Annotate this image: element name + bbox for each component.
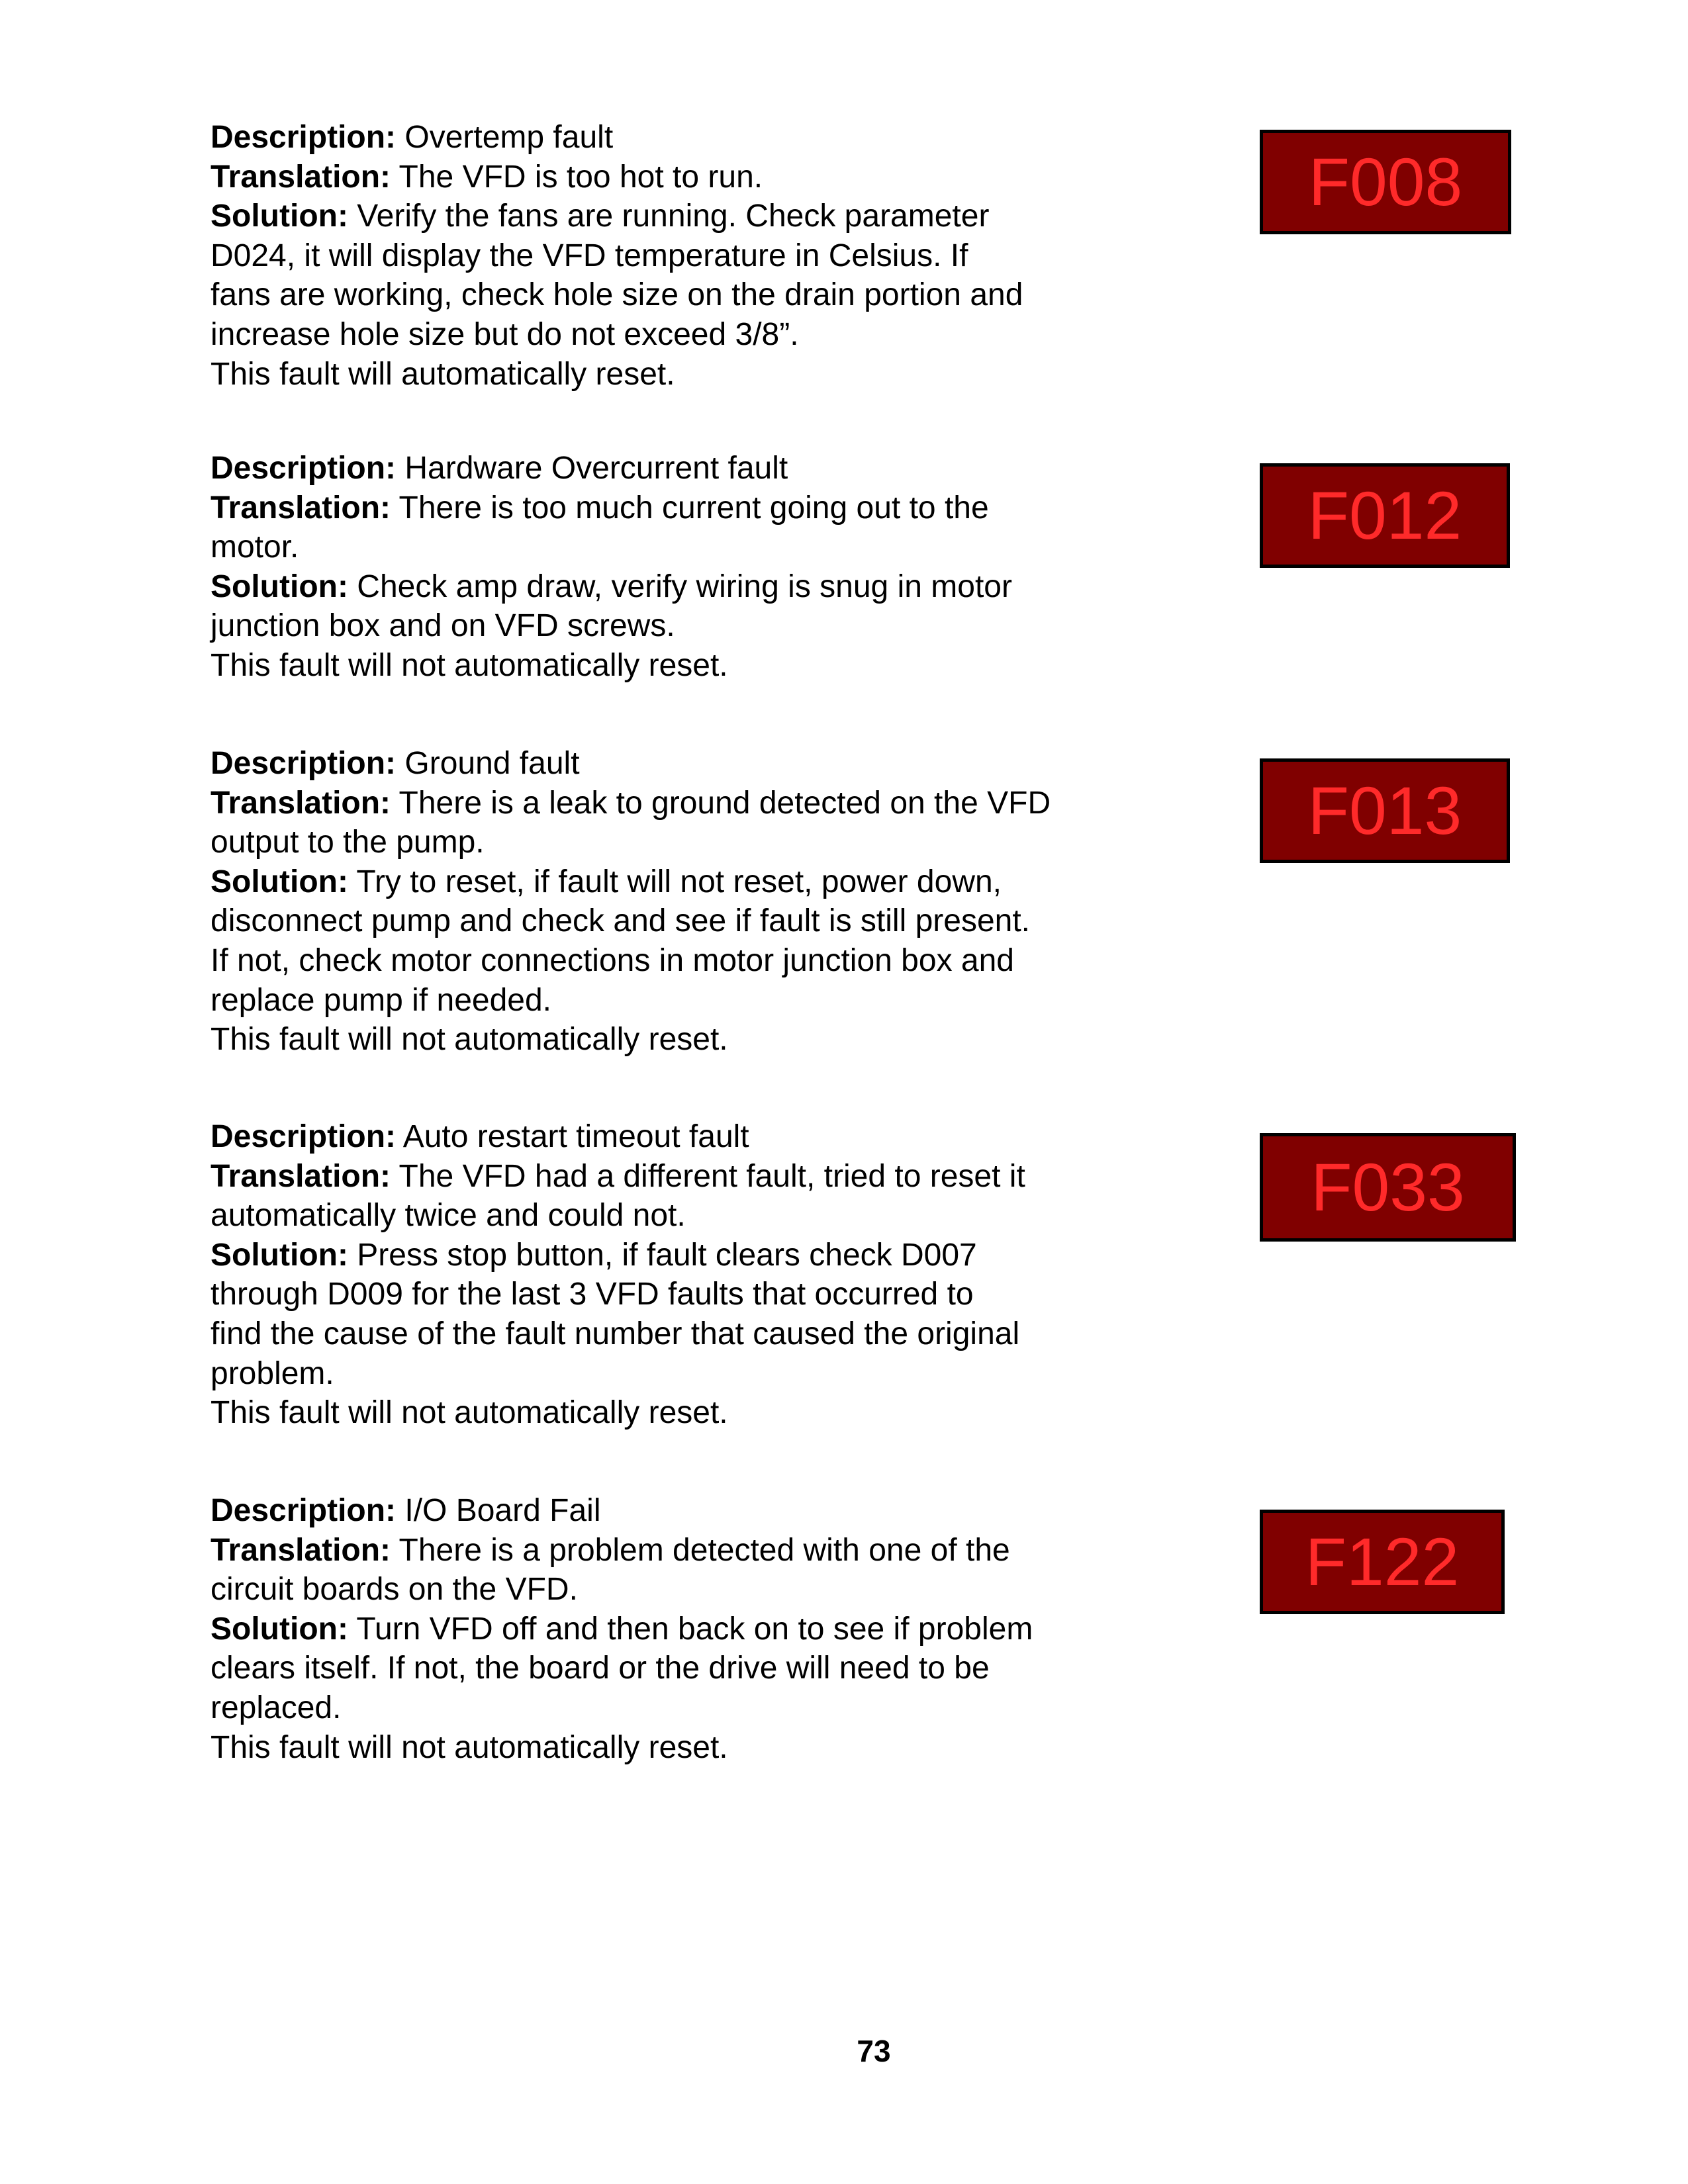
fault-entry-f012 xyxy=(211,449,1150,686)
solution-label: Solution: xyxy=(211,864,348,899)
reset-note: This fault will not automatically reset. xyxy=(211,647,728,683)
translation-label: Translation: xyxy=(211,1532,391,1568)
description-text: Hardware Overcurrent fault xyxy=(396,451,788,486)
description-label: Description: xyxy=(211,1493,397,1528)
solution-text: Try to reset, if fault will not reset, power down, disconnect pump and check and see if fault is still present. If not, check motor connections in motor junction box and replace pump if needed. xyxy=(211,864,1031,1018)
description-text: Overtemp fault xyxy=(396,120,614,155)
description-text: Auto restart timeout fault xyxy=(396,1119,749,1154)
fault-code-box-f012 xyxy=(1260,463,1510,568)
solution-text: Verify the fans are running. Check parameter D024, it will display the VFD temperature in Celsius. If fans are working, check hole size on the drain portion and increase hole size but do not exceed 3/8”. xyxy=(211,199,1023,352)
fault-code-box-f122 xyxy=(1260,1510,1505,1614)
description-label: Description: xyxy=(211,746,397,781)
fault-code: F012 xyxy=(1307,478,1462,553)
solution-label: Solution: xyxy=(211,1611,348,1647)
translation-label: Translation: xyxy=(211,490,391,525)
translation-text: The VFD had a different fault, tried to reset it automatically twice and could not. xyxy=(211,1158,1025,1234)
reset-note: This fault will not automatically reset. xyxy=(211,1729,728,1765)
fault-code-box-f013 xyxy=(1260,758,1510,863)
translation-text: There is a leak to ground detected on the VFD output to the pump. xyxy=(211,785,1051,860)
reset-note: This fault will not automatically reset. xyxy=(211,1022,728,1058)
translation-label: Translation: xyxy=(211,785,391,821)
fault-code-box-f033 xyxy=(1260,1133,1516,1242)
solution-text: Check amp draw, verify wiring is snug in motor junction box and on VFD screws. xyxy=(211,569,1012,644)
fault-entry-f033 xyxy=(211,1117,1150,1433)
fault-entry-f008 xyxy=(211,118,1150,394)
description-text: Ground fault xyxy=(396,746,580,781)
page-number: 73 xyxy=(857,2034,891,2068)
translation-text: There is a problem detected with one of the circuit boards on the VFD. xyxy=(211,1532,1010,1608)
translation-label: Translation: xyxy=(211,1158,391,1194)
fault-code: F008 xyxy=(1308,144,1463,220)
translation-label: Translation: xyxy=(211,159,391,195)
solution-label: Solution: xyxy=(211,1237,348,1273)
description-label: Description: xyxy=(211,451,397,486)
description-label: Description: xyxy=(211,120,397,155)
fault-entry-f013 xyxy=(211,744,1150,1060)
description-label: Description: xyxy=(211,1119,397,1154)
solution-text: Turn VFD off and then back on to see if problem clears itself. If not, the board or the drive will need to be replaced. xyxy=(211,1611,1033,1725)
solution-text: Press stop button, if fault clears check D007 through D009 for the last 3 VFD faults that occurred to find the cause of the fault number that caused the original problem. xyxy=(211,1237,1020,1391)
fault-code: F013 xyxy=(1307,773,1462,848)
reset-note: This fault will automatically reset. xyxy=(211,356,675,392)
fault-entry-f122 xyxy=(211,1491,1150,1767)
translation-text: The VFD is too hot to run. xyxy=(391,159,763,195)
fault-code-box-f008 xyxy=(1260,130,1511,234)
reset-note: This fault will not automatically reset. xyxy=(211,1395,728,1431)
solution-label: Solution: xyxy=(211,199,348,234)
fault-code: F033 xyxy=(1311,1150,1465,1225)
description-text: I/O Board Fail xyxy=(396,1493,601,1528)
solution-label: Solution: xyxy=(211,569,348,604)
translation-text: There is too much current going out to the motor. xyxy=(211,490,989,565)
fault-code: F122 xyxy=(1305,1524,1460,1600)
